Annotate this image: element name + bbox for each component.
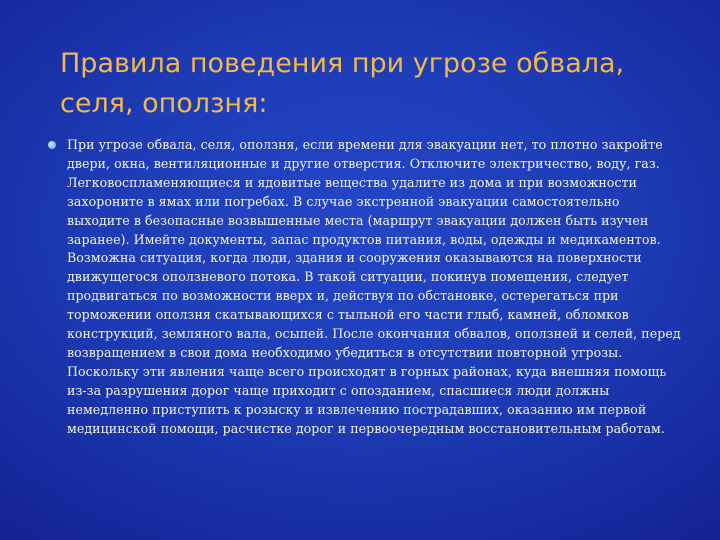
bullet-text: При угрозе обвала, селя, оползня, если времени для эвакуации нет, то плотно закройте двери, окна, вентиляционные и другие отверстия. Отключите электричество, воду, газ. Легковоспламеняющиеся и ядовитые вещества удалите из дома и при возможности захороните в ямах или погребах. В случае экстренной эвакуации самостоятельно выходите в безопасные возвышенные места (маршрут эвакуации должен быть изучен заранее). Имейте документы, запас продуктов питания, воды, одежды и медикаментов. Возможна ситуация, когда люди, здания и сооружения оказываются на поверхности движущегося оползневого потока. В такой ситуации, покинув помещения, следует продвигаться по возможности вверх и, действуя по обстановке, остерегаться при торможении оползня скатывающихся с тыльной его части глыб, камней, обломков конструкций, земляного вала, осыпей. После окончания обвалов, оползней и селей, перед возвращением в свои дома необходимо убедиться в отсутствии повторной угрозы. Поскольку эти явления чаще всего происходят в горных районах, куда внешняя помощь из-за разрушения дорог чаще приходит с опозданием, спасшиеся люди должны немедленно приступить к розыску и извлечению пострадавших, оказанию им первой медицинской помощи, расчистке дорог и первоочередным восстановительным работам. xyxy=(67,137,681,436)
slide-content xyxy=(48,136,684,439)
bullet-dot-icon xyxy=(48,141,56,149)
slide-title: Правила поведения при угрозе обвала, селя, оползня: xyxy=(60,48,625,119)
bullet-item xyxy=(48,136,684,439)
